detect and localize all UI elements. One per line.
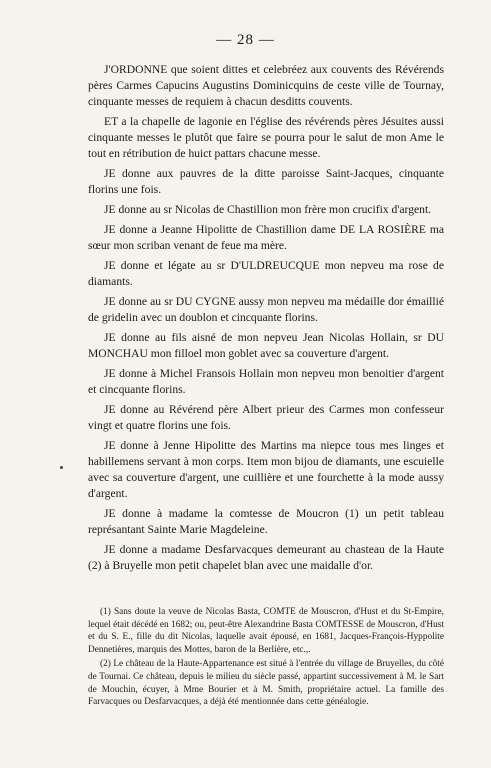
paragraph: JE donne au fils aisné de mon nepveu Jean Nicolas Hollain, sr DU MONCHAU mon filloel mon goblet avec sa couverture d'argent. — [88, 331, 444, 360]
page-number: — 28 — — [216, 32, 275, 48]
main-text — [88, 62, 444, 578]
paragraph: J'ORDONNE que soient dittes et celebréez aux couvents des Révérends pères Carmes Capucins Augustins Dominicquins de ceste ville de Tournay, cinquante messes de requiem à chacun desditts couvents. — [88, 63, 444, 108]
paragraph: JE donne et légate au sr D'ULDREUCQUE mon nepveu ma rose de diamants. — [88, 259, 444, 288]
paragraph: JE donne a madame Desfarvacques demeurant au chasteau de la Haute (2) à Bruyelle mon petit chapelet blan avec une maidalle d'or. — [88, 543, 444, 572]
footnote: (1) Sans doute la veuve de Nicolas Basta, COMTE de Mouscron, d'Hust et du St-Empire, lequel était décédé en 1682; ou, peut-être Alexandrine Basta COMTESSE de Mouscron, d'Hust et du S. E., fille du dit Nicolas, laquelle avait épousé, en 1681, Jacques-François-Hyppolite Dennetières, marquis des Mottes, baron de la Berlière, etc.,. — [88, 607, 444, 655]
paragraph: JE donne aux pauvres de la ditte paroisse Saint-Jacques, cinquante florins une fois. — [88, 167, 444, 196]
paragraph: JE donne au sr Nicolas de Chastillion mon frère mon crucifix d'argent. — [104, 203, 432, 216]
paragraph: JE donne à Jenne Hipolitte des Martins ma niepce tous mes linges et habillemens servant à mon corps. Item mon bijou de diamants, une escuielle avec sa couverture d'argent, une cuillière et une fourchette à la mode aussy d'argent. — [88, 439, 444, 500]
margin-mark — [60, 466, 63, 469]
paragraph: JE donne à Michel Fransois Hollain mon nepveu mon benoitier d'argent et cincquante florins. — [88, 367, 444, 396]
paragraph: JE donne a Jeanne Hipolitte de Chastillion dame DE LA ROSIÈRE ma sœur mon scriban venant de feue ma mère. — [88, 223, 444, 252]
footnote: (2) Le château de la Haute-Appartenance est situé à l'entrée du village de Bruyelles, du côté de Tournai. Ce château, depuis le milieu du siècle passé, appartint successivement à M. le Sart de Mouchin, écuyer, à Mme Bourier et à M. Smith, propriétaire actuel. La famille des Farvacques ou Desfarvacques, a déjà été mentionnée dans cette généalogie. — [88, 659, 444, 708]
paragraph: ET a la chapelle de lagonie en l'église des révérends pères Jésuites aussi cinquante messes le plutôt que faire se pourra pour le salut de mon Ame le tout en rétribution de huict pattars chacune messe. — [88, 115, 444, 160]
paragraph: JE donne à madame la comtesse de Moucron (1) un petit tableau représantant Sainte Marie Magdeleine. — [88, 507, 444, 536]
paragraph: JE donne au Révérend père Albert prieur des Carmes mon confesseur vingt et quatre florins une fois. — [88, 403, 444, 432]
footnotes — [88, 606, 444, 711]
paragraph: JE donne au sr DU CYGNE aussy mon nepveu ma médaille dor émaillié de gridelin avec un doublon et cincquante florins. — [88, 295, 444, 324]
